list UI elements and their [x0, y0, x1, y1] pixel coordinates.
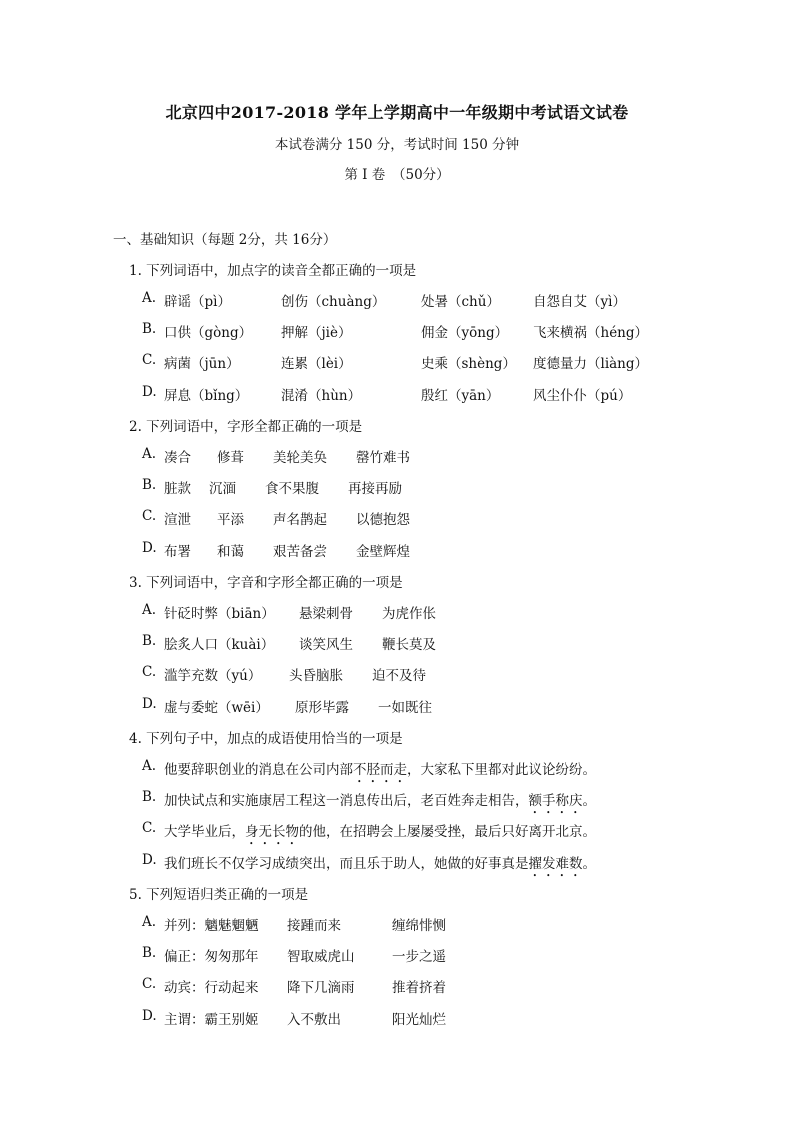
option-sentence [164, 789, 596, 817]
q3-option-a[interactable] [142, 602, 436, 622]
q4-option-c[interactable] [142, 820, 596, 840]
q3-option-b[interactable] [142, 633, 436, 653]
q2-option-d[interactable] [142, 540, 410, 560]
q5-option-d[interactable] [142, 1008, 446, 1028]
sentence-text: 。 [582, 856, 596, 872]
option-item: 自怨自艾（yì） [533, 294, 626, 310]
option-item: 病菌（jūn） [164, 356, 240, 372]
q5-option-c[interactable] [142, 976, 446, 996]
option-item: 接踵而来 [287, 918, 341, 934]
option-item: 和蔼 [217, 544, 244, 560]
option-item: 布署 [164, 544, 191, 560]
option-sentence [164, 758, 596, 786]
q1-option-c[interactable] [142, 352, 649, 372]
question-3-stem: 3. 下列词语中，字音和字形全都正确的一项是 [129, 575, 403, 591]
q5-option-b[interactable] [142, 945, 446, 965]
option-item: 鞭长莫及 [382, 637, 436, 653]
section-heading: 一、基础知识（每题 2分，共 16分） [113, 232, 337, 248]
q4-option-b[interactable] [142, 789, 596, 809]
option-item: 罄竹难书 [356, 450, 410, 466]
option-item: 脍炙人口（kuài） [164, 637, 275, 653]
question-4-stem: 4. 下列句子中，加点的成语使用恰当的一项是 [129, 731, 403, 747]
q2-option-b[interactable] [142, 477, 402, 497]
exam-subtitle: 本试卷满分 150 分，考试时间 150 分钟 [274, 137, 520, 153]
dotted-idiom: 擢发难数 [528, 856, 583, 872]
option-label: C. [142, 820, 157, 836]
option-label: C. [142, 664, 157, 680]
option-item: 平添 [217, 512, 244, 528]
option-label: B. [142, 945, 157, 961]
option-item: 头昏脑胀 [289, 668, 343, 684]
option-label: B. [142, 477, 157, 493]
option-item: 智取威虎山 [287, 949, 355, 965]
option-item: 迫不及待 [372, 668, 426, 684]
q1-option-d[interactable] [142, 384, 632, 404]
option-label: B. [142, 789, 157, 805]
option-item: 以德抱怨 [356, 512, 410, 528]
sentence-text: 。 [582, 793, 596, 809]
option-item: 金壁辉煌 [356, 544, 410, 560]
option-label: A. [142, 758, 157, 774]
option-item: 处暑（chǔ） [421, 294, 500, 310]
option-item: 入不敷出 [287, 1012, 341, 1028]
option-item: 再接再励 [348, 481, 402, 497]
option-label: D. [142, 852, 157, 868]
option-item: 主谓：霸王别姬 [164, 1012, 259, 1028]
question-2-stem: 2. 下列词语中，字形全都正确的一项是 [129, 419, 363, 435]
option-item: 降下几滴雨 [287, 980, 355, 996]
option-item: 艰苦备尝 [273, 544, 327, 560]
exam-title: 北京四中2017-2018 学年上学期高中一年级期中考试语文试卷 [165, 103, 629, 122]
option-item: 飞来横祸（héng） [533, 325, 649, 341]
option-item: 佣金（yōng） [421, 325, 509, 341]
option-item: 史乘（shèng） [421, 356, 516, 372]
option-label: D. [142, 540, 157, 556]
option-item: 口供（gòng） [164, 325, 253, 341]
sentence-text: 我们班长不仅学习成绩突出，而且乐于助人，她做的好事真是 [164, 856, 529, 872]
option-label: D. [142, 384, 157, 400]
option-label: C. [142, 976, 157, 992]
option-item: 悬梁刺骨 [299, 606, 353, 622]
option-label: A. [142, 446, 157, 462]
option-item: 辟谣（pì） [164, 294, 231, 310]
q1-option-a[interactable] [142, 290, 626, 310]
option-label: A. [142, 602, 157, 618]
option-label: C. [142, 508, 157, 524]
option-item: 并列：魑魅魍魉 [164, 918, 259, 934]
option-item: 度德量力（liàng） [533, 356, 649, 372]
option-item: 动宾：行动起来 [164, 980, 259, 996]
sentence-text: ，大家私下里都对此议论纷纷。 [407, 762, 596, 778]
option-sentence [164, 820, 596, 848]
option-item: 推着挤着 [392, 980, 446, 996]
option-item: 屏息（bǐng） [164, 388, 249, 404]
option-item: 滥竽充数（yú） [164, 668, 262, 684]
option-item: 食不果腹 [265, 481, 319, 497]
question-5-stem: 5. 下列短语归类正确的一项是 [129, 887, 309, 903]
q1-option-b[interactable] [142, 321, 649, 341]
option-item: 殷红（yān） [421, 388, 500, 404]
option-item: 修葺 [217, 450, 244, 466]
option-item: 沉湎 [209, 481, 236, 497]
sentence-text: 的他，在招聘会上屡屡受挫，最后只好离开北京。 [299, 824, 596, 840]
option-item: 脏款 [164, 481, 191, 497]
option-item: 创伤（chuàng） [281, 294, 386, 310]
option-label: D. [142, 696, 157, 712]
option-label: A. [142, 914, 157, 930]
q2-option-c[interactable] [142, 508, 410, 528]
option-label: B. [142, 633, 157, 649]
option-item: 风尘仆仆（pú） [533, 388, 632, 404]
option-item: 美轮美奂 [273, 450, 327, 466]
sentence-text: 大学毕业后， [164, 824, 245, 840]
option-label: C. [142, 352, 157, 368]
q5-option-a[interactable] [142, 914, 446, 934]
option-item: 阳光灿烂 [392, 1012, 446, 1028]
option-item: 押解（jiè） [281, 325, 352, 341]
q4-option-a[interactable] [142, 758, 596, 778]
q3-option-d[interactable] [142, 696, 432, 716]
dotted-idiom: 额手称庆 [528, 793, 583, 809]
option-item: 缠绵悱恻 [392, 918, 446, 934]
question-1-stem: 1. 下列词语中，加点字的读音全都正确的一项是 [129, 263, 417, 279]
option-item: 偏正：匆匆那年 [164, 949, 259, 965]
q4-option-d[interactable] [142, 852, 596, 872]
option-item: 一如既往 [378, 700, 432, 716]
option-item: 为虎作伥 [382, 606, 436, 622]
sentence-text: 他要辞职创业的消息在公司内部 [164, 762, 353, 778]
option-item: 声名鹊起 [273, 512, 327, 528]
option-item: 凑合 [164, 450, 191, 466]
option-item: 连累（lèi） [281, 356, 352, 372]
dotted-idiom: 不胫而走 [353, 762, 407, 778]
option-label: A. [142, 290, 157, 306]
sentence-text: 加快试点和实施康居工程这一消息传出后，老百姓奔走相告， [164, 793, 529, 809]
option-item: 原形毕露 [295, 700, 349, 716]
option-item: 虚与委蛇（wēi） [164, 700, 269, 716]
option-item: 针砭时弊（biān） [164, 606, 275, 622]
option-label: B. [142, 321, 157, 337]
part-heading: 第 I 卷 （50分） [344, 167, 450, 183]
option-item: 渲泄 [164, 512, 191, 528]
option-item: 谈笑风生 [299, 637, 353, 653]
option-sentence [164, 852, 596, 880]
option-label: D. [142, 1008, 157, 1024]
option-item: 混淆（hùn） [281, 388, 362, 404]
dotted-idiom: 身无长物 [245, 824, 299, 840]
option-item: 一步之遥 [392, 949, 446, 965]
q3-option-c[interactable] [142, 664, 426, 684]
q2-option-a[interactable] [142, 446, 410, 466]
